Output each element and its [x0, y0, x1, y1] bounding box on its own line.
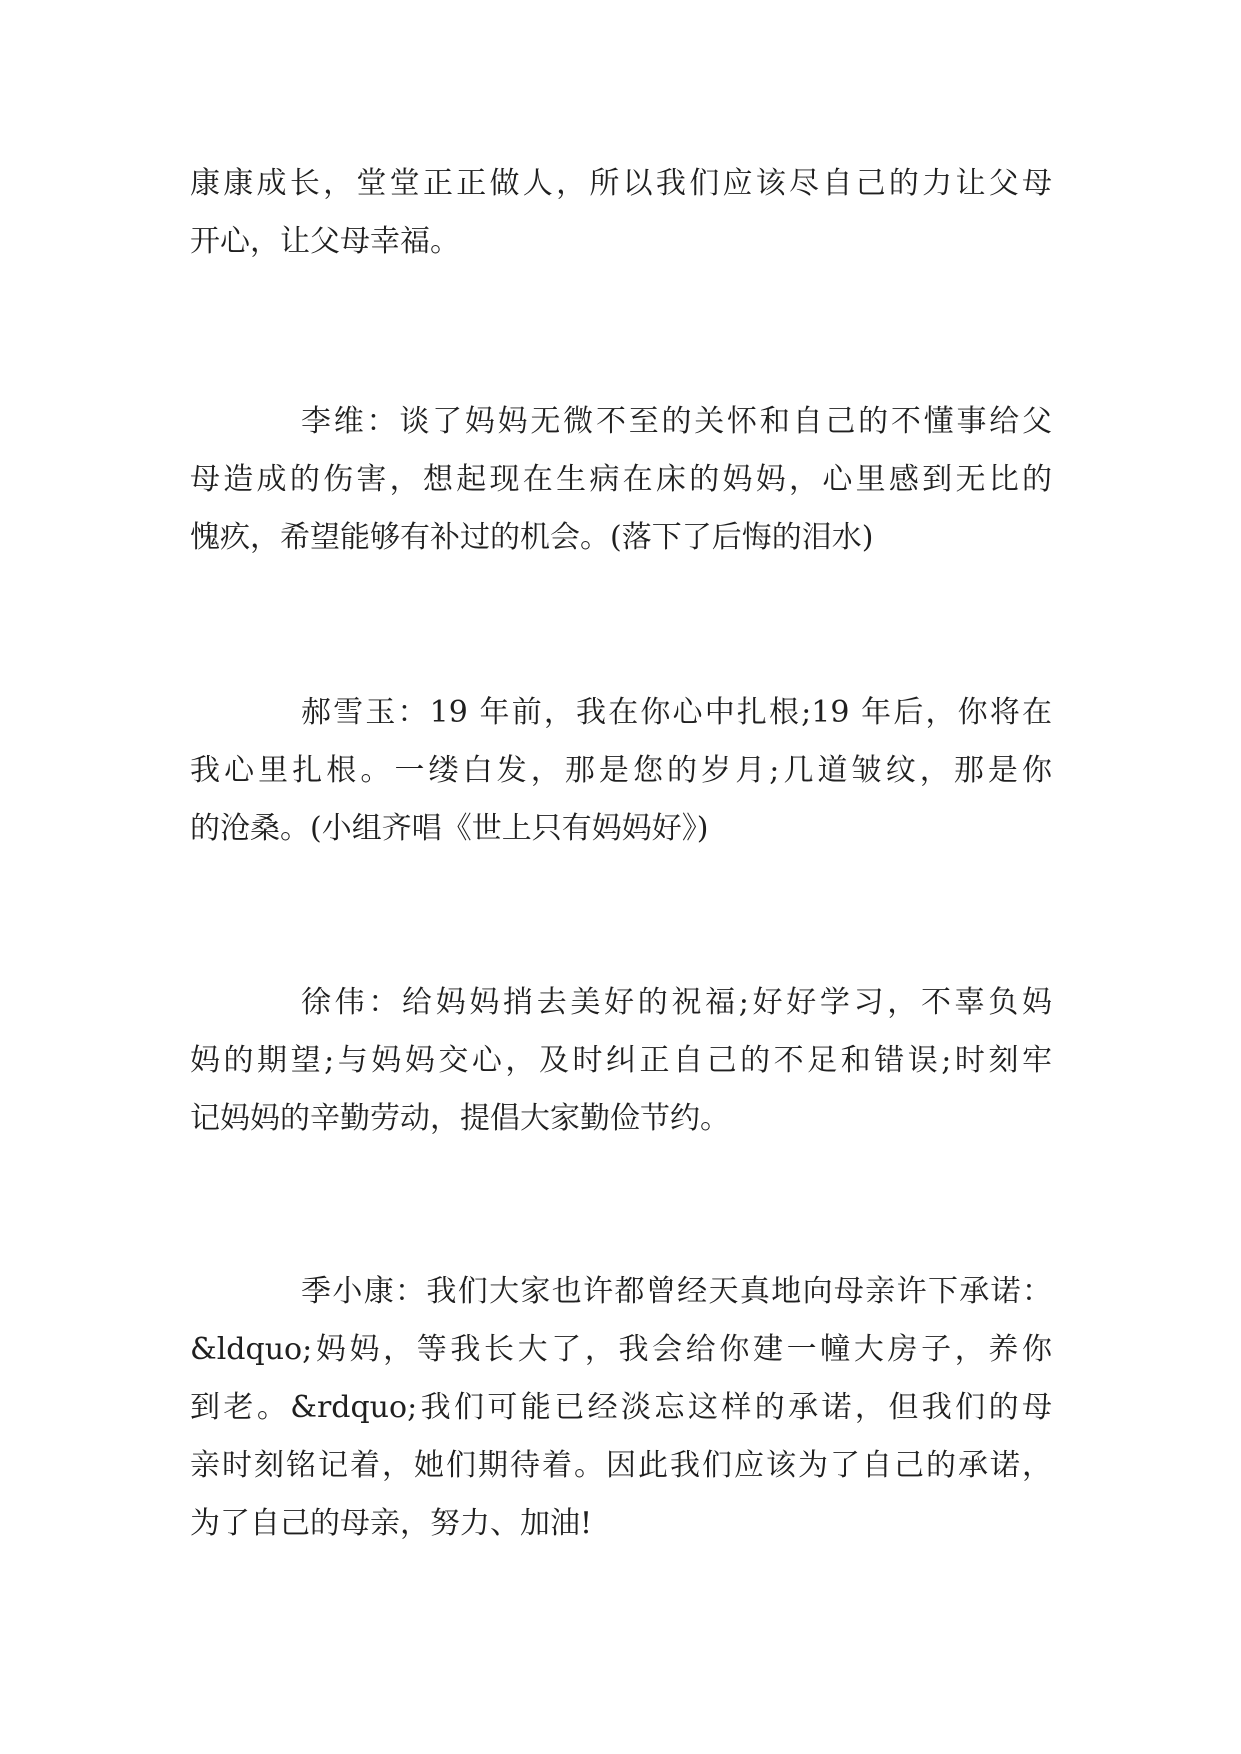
text-line: 李维：谈了妈妈无微不至的关怀和自己的不懂事给父	[301, 404, 1052, 439]
text-line: 记妈妈的辛勤劳动，提倡大家勤俭节约。	[190, 1101, 730, 1136]
text-line: 康康成长，堂堂正正做人，所以我们应该尽自己的力让父母	[190, 166, 1052, 201]
paragraph-2	[190, 393, 1052, 567]
text-line: 郝雪玉：19 年前，我在你心中扎根;19 年后，你将在	[301, 695, 1052, 730]
text-line: &ldquo;妈妈，等我长大了，我会给你建一幢大房子，养你	[190, 1332, 1052, 1367]
text-line: 母造成的伤害，想起现在生病在床的妈妈，心里感到无比的	[190, 462, 1052, 497]
text-line: 我心里扎根。一缕白发，那是您的岁月;几道皱纹，那是你	[190, 753, 1052, 788]
text-line: 开心，让父母幸福。	[190, 224, 460, 259]
text-line: 的沧桑。(小组齐唱《世上只有妈妈好》)	[190, 811, 709, 846]
text-line: 愧疚，希望能够有补过的机会。(落下了后悔的泪水)	[190, 520, 874, 555]
paragraph-3	[190, 684, 1052, 858]
text-line: 妈的期望;与妈妈交心，及时纠正自己的不足和错误;时刻牢	[190, 1043, 1052, 1078]
paragraph-1	[190, 155, 1052, 271]
text-line: 季小康：我们大家也许都曾经天真地向母亲许下承诺：	[301, 1274, 1052, 1309]
paragraph-4	[190, 974, 1052, 1148]
text-line: 到老。&rdquo;我们可能已经淡忘这样的承诺，但我们的母	[190, 1390, 1052, 1425]
text-line: 徐伟：给妈妈捎去美好的祝福;好好学习，不辜负妈	[301, 985, 1052, 1020]
text-line: 亲时刻铭记着，她们期待着。因此我们应该为了自己的承诺，	[190, 1448, 1052, 1483]
paragraph-5	[190, 1263, 1052, 1553]
text-line: 为了自己的母亲，努力、加油!	[190, 1506, 593, 1541]
